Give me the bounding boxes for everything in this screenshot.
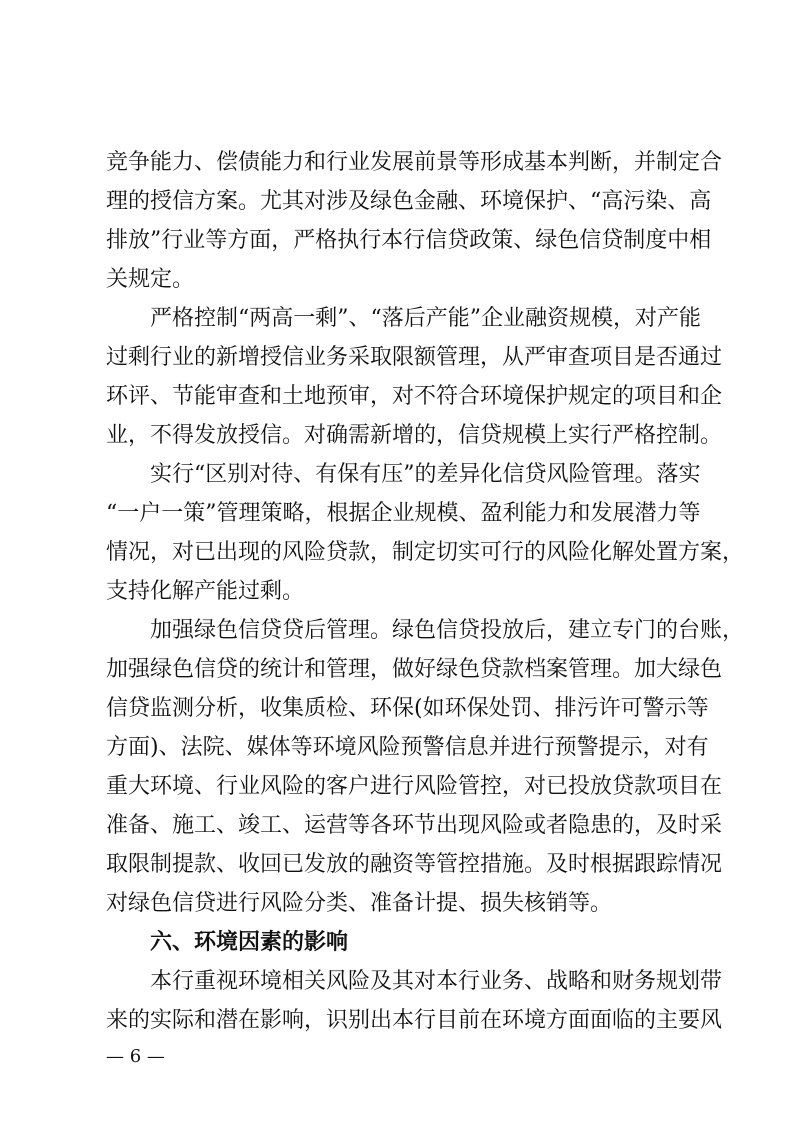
page-number: — 6 — (106, 1046, 165, 1067)
closing-paragraph-line-1: 本行重视环境相关风险及其对本行业务、战略和财务规划带 (150, 969, 723, 994)
paragraph-1-line-3: 排放”行业等方面，严格执行本行信贷政策、绿色信贷制度中相 (106, 228, 712, 253)
paragraph-4-line-6: 准备、施工、竣工、运营等各环节出现风险或者隐患的，及时采 (106, 813, 723, 838)
paragraph-3-line-4: 支持化解产能过剩。 (106, 579, 305, 604)
paragraph-2-line-4: 业，不得发放授信。对确需新增的，信贷规模上实行严格控制。 (106, 423, 723, 448)
paragraph-4-line-2: 加强绿色信贷的统计和管理，做好绿色贷款档案管理。加大绿色 (106, 657, 723, 682)
paragraph-3-line-1: 实行“区别对待、有保有压”的差异化信贷风险管理。落实 (150, 462, 701, 487)
paragraph-3-line-2: “一户一策”管理策略，根据企业规模、盈利能力和发展潜力等 (106, 501, 701, 526)
paragraph-4-line-8: 对绿色信贷进行风险分类、准备计提、损失核销等。 (106, 891, 613, 916)
closing-paragraph-line-2: 来的实际和潜在影响，识别出本行目前在环境方面面临的主要风 (106, 1008, 723, 1033)
paragraph-4-line-1: 加强绿色信贷贷后管理。绿色信贷投放后，建立专门的台账， (150, 618, 745, 643)
paragraph-1-line-2: 理的授信方案。尤其对涉及绿色金融、环境保护、“高污染、高 (106, 189, 712, 214)
paragraph-1-line-4: 关规定。 (106, 267, 195, 292)
paragraph-2-line-1: 严格控制“两高一剩”、“落后产能”企业融资规模，对产能 (150, 306, 701, 331)
section-heading: 六、环境因素的影响 (150, 930, 349, 955)
paragraph-4-line-7: 取限制提款、收回已发放的融资等管控措施。及时根据跟踪情况 (106, 852, 723, 877)
paragraph-4-line-5: 重大环境、行业风险的客户进行风险管控，对已投放贷款项目在 (106, 774, 723, 799)
paragraph-4-line-4: 方面)、法院、媒体等环境风险预警信息并进行预警提示，对有 (106, 735, 709, 760)
paragraph-3-line-3: 情况，对已出现的风险贷款，制定切实可行的风险化解处置方案， (106, 540, 745, 565)
paragraph-2-line-2: 过剩行业的新增授信业务采取限额管理，从严审查项目是否通过 (106, 345, 723, 370)
paragraph-4-line-3: 信贷监测分析，收集质检、环保(如环保处罚、排污许可警示等 (106, 696, 709, 721)
paragraph-2-line-3: 环评、节能审查和土地预审，对不符合环境保护规定的项目和企 (106, 384, 723, 409)
paragraph-1-line-1: 竞争能力、偿债能力和行业发展前景等形成基本判断，并制定合 (106, 150, 723, 175)
